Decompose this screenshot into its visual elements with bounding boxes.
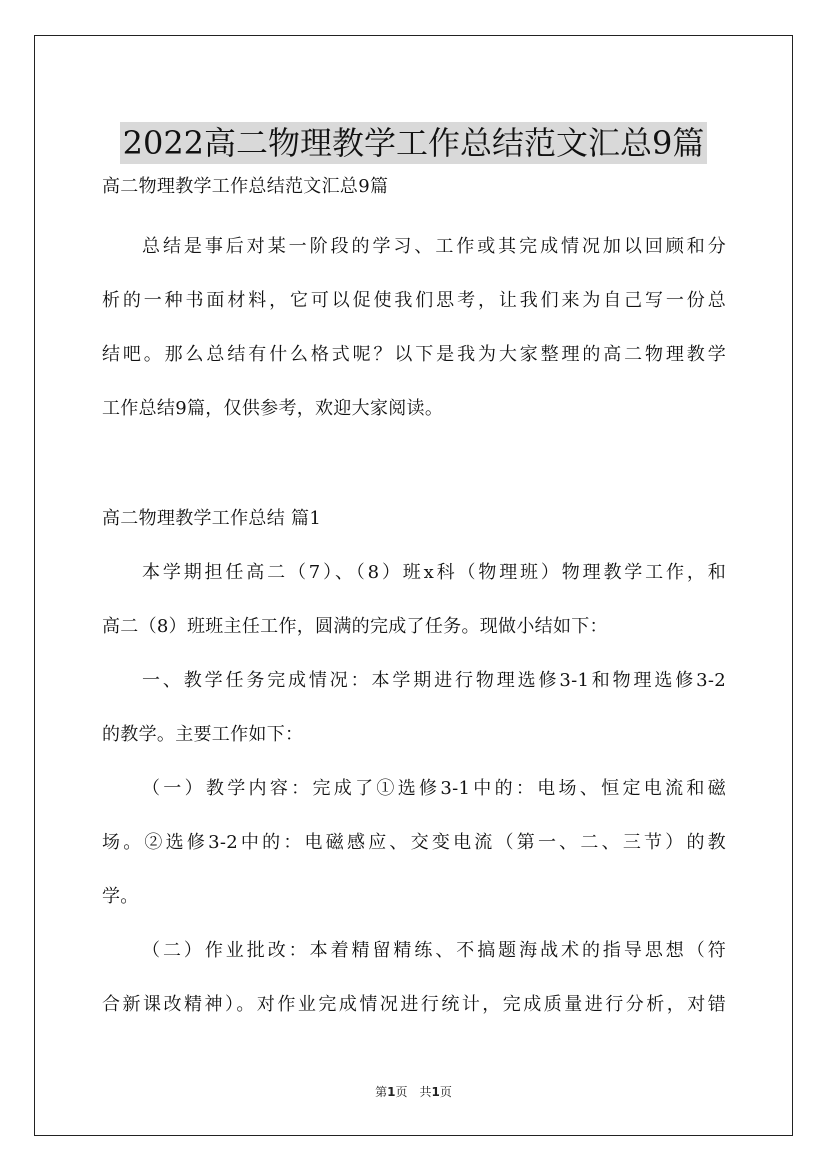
document-title [0,119,827,167]
paragraph-line: 本学期担任高二（7）、（8）班x科（物理班）物理教学工作，和 [142,562,726,583]
paragraph-line: 一、教学任务完成情况：本学期进行物理选修3-1和物理选修3-2 [142,670,726,691]
paragraph-line: 高二（8）班班主任工作，圆满的完成了任务。现做小结如下： [102,616,608,637]
document-title-text: 2022高二物理教学工作总结范文汇总9篇 [120,122,708,164]
paragraph-line: （二）作业批改：本着精留精练、不搞题海战术的指导思想（符 [142,940,726,961]
section-heading: 高二物理教学工作总结 篇1 [102,508,322,529]
paragraph-line: 结吧。那么总结有什么格式呢？以下是我为大家整理的高二物理教学 [102,344,726,365]
subtitle-line: 高二物理教学工作总结范文汇总9篇 [102,176,389,197]
paragraph-line: 工作总结9篇，仅供参考，欢迎大家阅读。 [102,398,444,419]
paragraph-line: 的教学。主要工作如下： [102,724,304,745]
paragraph-line: 总结是事后对某一阶段的学习、工作或其完成情况加以回顾和分 [142,236,726,257]
paragraph-line: 析的一种书面材料，它可以促使我们思考，让我们来为自己写一份总 [102,290,726,311]
paragraph-line: （一）教学内容：完成了①选修3-1中的：电场、恒定电流和磁 [142,778,726,799]
total-page-number: 1 [431,1085,440,1099]
page-footer: 第1页 共1页 [375,1085,452,1099]
paragraph-line: 学。 [102,886,139,907]
paragraph-line: 合新课改精神）。对作业完成情况进行统计，完成质量进行分析，对错 [102,994,726,1015]
current-page-number: 1 [387,1085,396,1099]
paragraph-line: 场。②选修3-2中的：电磁感应、交变电流（第一、二、三节）的教 [102,832,726,853]
